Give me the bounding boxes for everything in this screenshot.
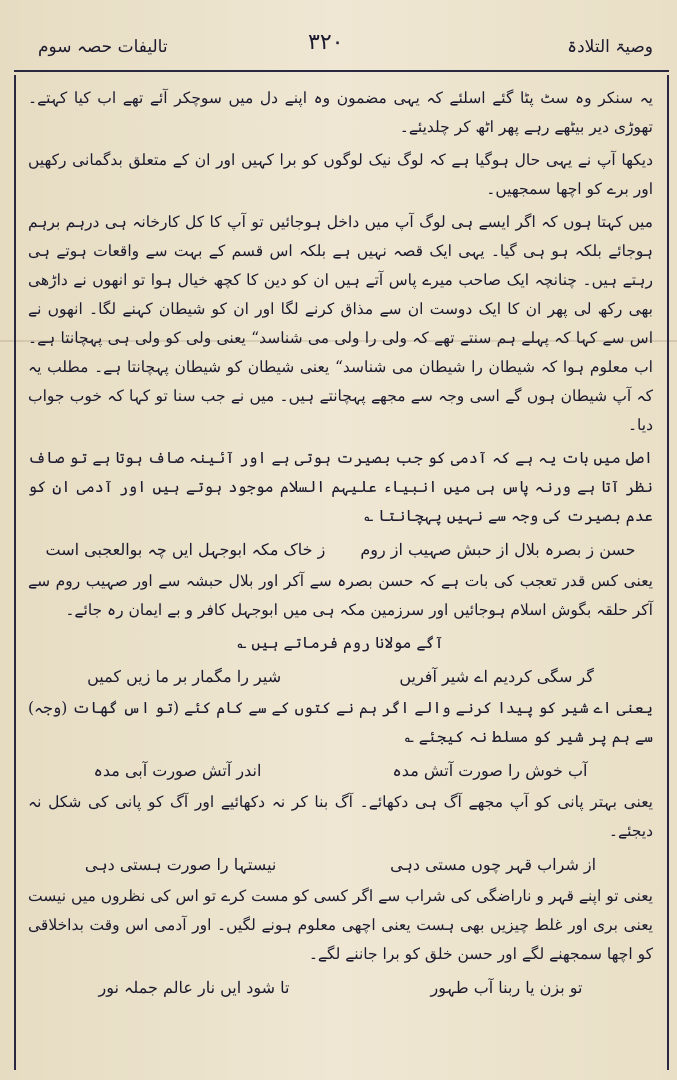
- paragraph: یعنی بہتر پانی کو آپ مجھے آگ ہی دکھائے۔ آگ بنا کر نہ دکھائیے اور آگ کو پانی کی شکل نہ دیجئے۔: [28, 793, 653, 840]
- verse-couplet: [28, 535, 653, 565]
- page-number: ۳۲۰: [308, 30, 344, 55]
- header-rule: [14, 70, 669, 72]
- paragraph: یہ سنکر وہ سٹ پٹا گئے اسلئے کہ یہی مضمون وہ اپنے دل میں سوچکر آئے تھے اب کیا کہتے۔ تھوڑی دیر بیٹھے رہے پھر اٹھ کر چلدیئے۔: [28, 89, 653, 136]
- body-text: [28, 84, 653, 1005]
- paragraph: یعنی کس قدر تعجب کی بات ہے کہ حسن بصرہ سے آکر اور بلال حبشہ سے اور صہیب روم سے آکر حلقہ بگوش اسلام ہوجائیں اور سرزمین مکہ ہی میں ابوجہل کافر و بے ایمان رہ جائے۔: [28, 572, 653, 619]
- paragraph: یعنی تو اپنے قہر و ناراضگی کی شراب سے اگر کسی کو مست کرے تو اس کی نظروں میں نیست یعنی بری اور غلط چیزیں بھی ہست یعنی اچھی معلوم ہونے لگیں۔ اور آدمی اس وقت بداخلاقی کو اچھا سمجھنے لگے اور حسن خلق کو برا جاننے لگے۔: [28, 887, 653, 963]
- verse-couplet: [28, 662, 653, 692]
- verse-line: ز خاک مکہ ابوجہل ایں چہ بوالعجبی است: [45, 540, 326, 559]
- section-title: تالیفات حصہ سوم: [38, 37, 168, 57]
- verse-line: از شراب قہر چوں مستی دہی: [390, 855, 597, 874]
- verse-line: گر سگی کردیم اے شیر آفریں: [399, 667, 594, 686]
- paragraph: یعنی اے شیر کو پیدا کرنے والے اگر ہم نے کتوں کے سے کام کئے (تو اس گھات (وجہ) سے ہم پر شیر کو مسلط نہ کیجئے ؎: [28, 699, 653, 746]
- paragraph: آگے مولانا روم فرماتے ہیں ؎: [237, 634, 444, 652]
- paragraph: میں کہتا ہوں کہ اگر ایسے ہی لوگ آپ میں داخل ہوجائیں تو آپ کا کل کارخانہ ہی درہم برہم ہوجائے بلکہ ہو ہی گیا۔ یہی ایک قصہ نہیں ہے بلکہ اس قسم کے بہت سے واقعات ہوتے ہی رہتے ہیں۔ چنانچہ ایک صاحب میرے پاس آتے ہیں ان کو دین کا کچھ خیال ہوا تو انھوں نے داڑھی بھی رکھ لی پھر ان کا ایک دوست ان سے مذاق کرنے لگا اور ان کو شیطان کہنے لگا۔ انھوں نے اس سے کہا کہ پہلے ہم سنتے تھے کہ ولی را ولی می شناسد“ یعنی ولی کو ولی ہی پہچانتا ہے۔ اب معلوم ہوا کہ شیطان را شیطان می شناسد“ یعنی شیطان کو شیطان پہچانتا ہے۔ مطلب یہ کہ آپ شیطان ہوں گے اسی وجہ سے مجھے پہچانتے ہیں۔ میں نے جب سنا تو کہا کہ خوب جواب دیا۔: [28, 213, 653, 434]
- verse-line: اندر آتش صورت آبی مدہ: [93, 761, 262, 780]
- verse-line: تا شود ایں نار عالم جملہ نور: [98, 978, 290, 997]
- page-header: [18, 28, 663, 72]
- paragraph: اصل میں بات یہ ہے کہ آدمی کو جب بصیرت ہوتی ہے اور آئینہ صاف ہوتا ہے تو صاف نظر آتا ہے ورنہ پاس ہی میں انبیاء علیہم السلام موجود ہوتے ہیں اور آدمی ان کو عدم بصیرت کی وجہ سے نہیں پہچانتا ؎: [28, 449, 653, 525]
- verse-line: آب خوش را صورت آتش مدہ: [392, 761, 588, 780]
- verse-line: حسن ز بصرہ بلال از حبش صہیب از روم: [360, 540, 636, 559]
- verse-line: شیر را مگمار بر ما زیں کمیں: [87, 667, 282, 686]
- book-title: وصیۃ التلادۃ: [567, 37, 653, 57]
- verse-line: نیستہا را صورت ہستی دہی: [84, 855, 277, 874]
- verse-line: تو بزن یا ربنا آب طہور: [430, 978, 583, 997]
- verse-couplet: [28, 973, 653, 1003]
- paragraph: دیکھا آپ نے یہی حال ہوگیا ہے کہ لوگ نیک لوگوں کو برا کہیں اور ان کے متعلق بدگمانی رکھیں اور برے کو اچھا سمجھیں۔: [28, 151, 653, 198]
- verse-couplet: [28, 756, 653, 786]
- verse-couplet: [28, 850, 653, 880]
